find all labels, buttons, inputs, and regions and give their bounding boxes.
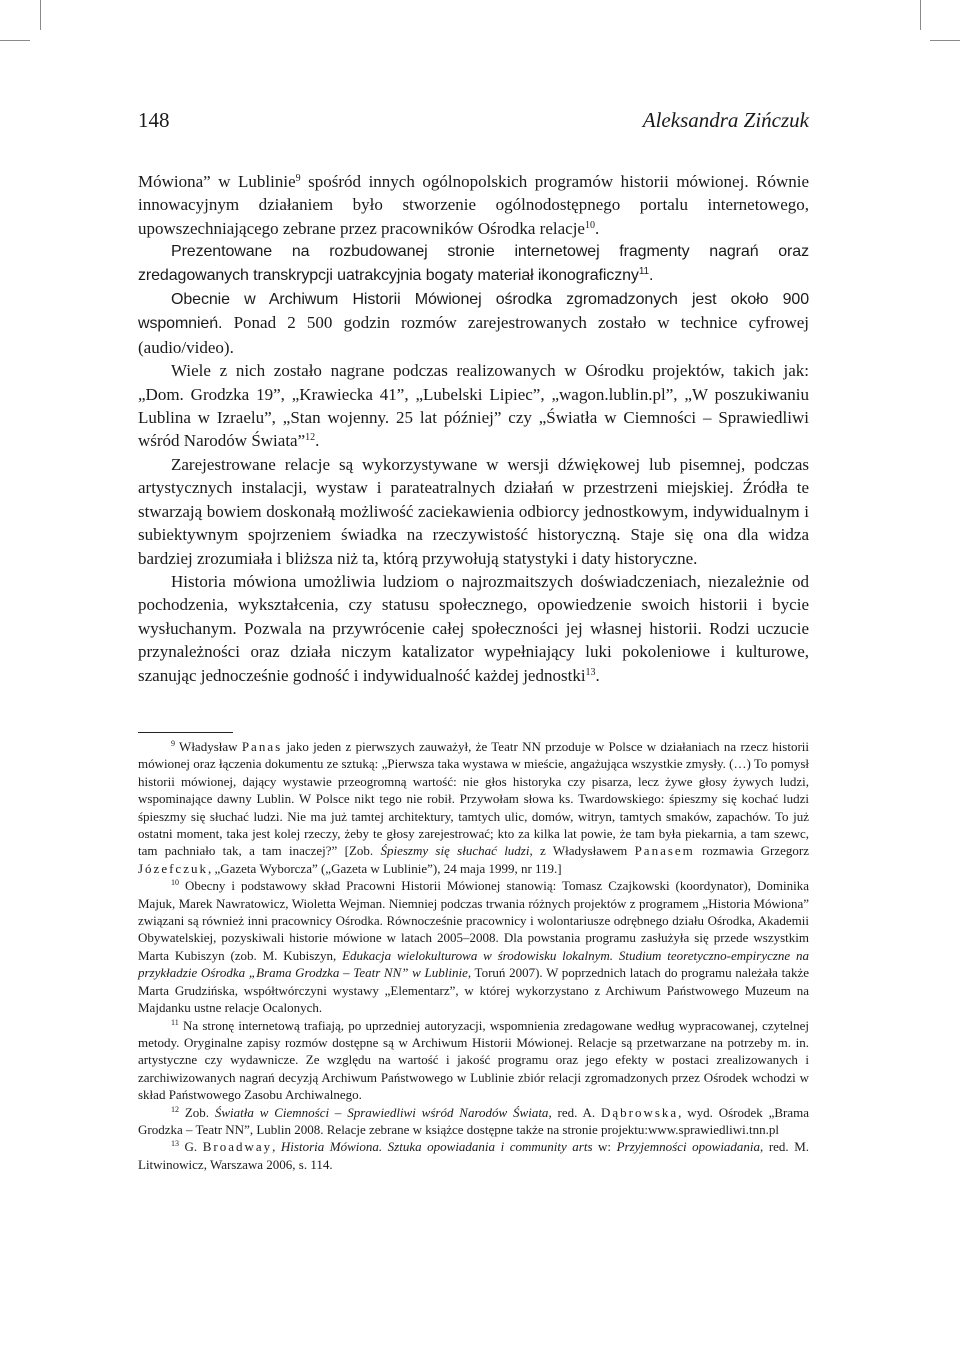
text: Obecny i podstawowy skład Pracowni Historii Mówionej stanowią: Tomasz Czajkowski (koordynator), Dominika Majuk, Marek Nawratowicz, Wioletta Wejman. Niemniej podczas trwania różnych projektów z programem „Historia Mówiona” związani są również inni pracownicy Ośrodka. Równocześnie pracownicy i wolontariusze odrębnego działu Ośrodka, Akademii Obywatelskiej, pozyskiwali historie mówione w latach 2005–2008. Dla powstania programu zasłużyła się przede wszystkim Marta Kubiszyn (zob. M. Kubiszyn,	[138, 878, 809, 963]
text: Mówiona” w Lublinie	[138, 172, 296, 191]
text: Ponad 2 500 godzin rozmów zarejestrowanych zostało w technice cyfrowej (audio/video).	[138, 313, 809, 357]
text: w:	[592, 1139, 617, 1155]
footnote-ref[interactable]: 9	[295, 173, 301, 184]
citation-title: Historia Mówiona. Sztuka opowiadania i community arts	[280, 1139, 593, 1155]
text: Wiele z nich zostało nagrane podczas realizowanych w Ośrodku projektów, takich jak: „Dom. Grodzka 19”, „Krawiecka 41”, „Lubelski Lipiec”, „wagon.lublin.pl”, „W poszukiwaniu Lublina w Izraelu”, „Stan wojenny.	[138, 361, 809, 428]
text: , red. M. Litwinowicz, Warszawa 2006, s. 114.	[138, 1139, 810, 1172]
footnote-ref[interactable]: 12	[305, 432, 316, 444]
author-name: Dąbrowska	[600, 1104, 679, 1120]
citation-title: Edukacja wielokulturowa w środowisku lokalnym. Studium teoretyczno-empiryczne na przykładzie Ośrodka „Brama Grodzka – Teatr NN” w Lublinie	[138, 947, 809, 981]
text: Prezentowane na rozbudowanej stronie internetowej fragmenty nagrań oraz zredagowanych transkrypcji uatrakcyjnia bogaty materiał ikonograficzny	[138, 243, 809, 284]
text: , „Gazeta Wyborcza” („Gazeta w Lublinie”), 24 maja 1999, nr 119.]	[207, 860, 562, 876]
paragraph: Zarejestrowane relacje są wykorzystywane w wersji dźwiękowej lub pisemnej, podczas artystycznych instalacji, wystaw i parateatralnych działań w przestrzeni miejskiej. Źródła te stwarzają bowiem doskonałą możliwość zaciekawienia odbiorcy jednostkowym, indywidualnym i subiektywnym spojrzeniem świadka na rzeczywistość historyczną. Staje się ona dla widza bardziej zrozumiała i bliższa niż ta, którą przywołują statystyki i daty historyczne.	[138, 454, 809, 568]
author-name: Broadway	[202, 1139, 273, 1155]
citation-title: Światła w Ciemności – Sprawiedliwi wśród Narodów Świata	[214, 1104, 549, 1120]
text: .	[649, 266, 654, 284]
footnote-9	[138, 738, 809, 877]
text: , red. A.	[548, 1104, 601, 1120]
paragraph	[138, 170, 809, 240]
paragraph	[138, 287, 809, 359]
footnotes	[138, 738, 809, 1173]
crop-mark	[0, 40, 30, 41]
text: Obecnie w Archiwum Historii Mówionej ośrodka zgromadzonych jest około 900 wspomnień.	[138, 291, 809, 333]
text: G.	[179, 1139, 203, 1155]
paragraph	[138, 570, 809, 687]
footnote-number: 12	[171, 1104, 179, 1114]
footnote-ref[interactable]: 11	[638, 265, 649, 277]
footnote-number: 9	[171, 739, 175, 748]
footnote-ref[interactable]: 10	[584, 219, 595, 231]
text: Zob.	[179, 1104, 215, 1120]
paragraph	[138, 359, 809, 453]
running-head: Aleksandra Zińczuk	[642, 108, 809, 132]
text: .	[315, 431, 320, 451]
footnote-ref[interactable]: 13	[585, 666, 596, 678]
footnote-10	[138, 877, 809, 1016]
author-name: Panas	[241, 739, 283, 754]
text: , wyd. Ośrodek „Brama Grodzka – Teatr NN”, Lublin 2008. Relacje zebrane w książce dostępne także na stronie projektu:www.sprawiedliwi.tnn.pl	[138, 1104, 810, 1137]
text: .	[595, 665, 600, 685]
footnote-number: 10	[171, 878, 179, 888]
citation-title: Śpieszmy się słuchać ludzi	[380, 843, 530, 859]
text: , z Władysławem	[529, 843, 635, 859]
footnote-number: 13	[171, 1139, 179, 1149]
main-text	[138, 170, 809, 687]
text: Władysław	[175, 739, 242, 754]
crop-mark	[40, 0, 41, 30]
footnote-number: 11	[171, 1017, 179, 1027]
crop-mark	[930, 40, 960, 41]
author-name: Panasem	[634, 843, 695, 859]
footnote-separator	[138, 732, 233, 733]
page-number: 148	[138, 108, 170, 132]
footnote-11	[138, 1017, 809, 1104]
crop-mark	[920, 0, 921, 30]
footnote-12	[138, 1104, 809, 1139]
text: ,	[272, 1139, 281, 1155]
page-header	[138, 108, 809, 133]
footnote-13	[138, 1138, 809, 1173]
paragraph	[138, 240, 809, 287]
text: rozmawia Grzegorz	[694, 843, 810, 859]
text: Historia mówiona umożliwia ludziom o najrozmaitszych doświadczeniach, niezależnie od pochodzenia, wykształcenia, czy statusu społecznego, opowiedzenie swoich historii i bycie wysłuchanym. Pozwala na przywrócenie całej społeczności jej własnej historii. Rodzi uczucie przynależności oraz działa niczym katalizator wypełniający luki pokoleniowe i kulturowe, szanując jednocześnie godność i indywidualność każdej jednostki	[138, 571, 809, 685]
text: Na stronę internetową trafiają, po uprzedniej autoryzacji, wspomnienia zredagowane według wypracowanej, czytelnej metody. Oryginalne zapisy rozmów dostępne są w Archiwum Historii Mówionej. Relacje są przetwarzane na potrzeby m. in. artystyczne czy wydawnicze. Ze względu na wartość i jakość programu oraz jego efekty w postaci zrealizowanych i zarchiwizowanych nagrań decyzją Archiwum Państwowego w Lublinie zbiór relacji zgromadzonych przez Ośrodek wchodzi w skład Państwowego Zasobu Archiwalnego.	[138, 1017, 809, 1103]
text: .	[594, 218, 600, 238]
citation-title: Przyjemności opowiadania	[616, 1139, 761, 1155]
author-name: Józefczuk	[138, 860, 208, 876]
text: spośród innych ogólnopolskich programów historii mówionej. Równie innowacyjnym działaniem było stworzenie ogólnodostępnego portalu internetowego, upowszechniającego zebrane przez pracowników Ośrodka relacje	[138, 172, 809, 238]
text: 25 lat później” czy „Światła w Ciemności – Sprawiedliwi wśród Narodów Świata”	[138, 408, 809, 451]
text: , Toruń 2007). W poprzednich latach do programu należała także Marta Grudzińska, współtwórczyni wystawy „Elementarz”, w której wykorzystano z Archiwum Państwowego Muzeum na Majdanku ustne relacje Ocalonych.	[138, 965, 809, 1016]
text: jako jeden z pierwszych zauważył, że Teatr NN przoduje w Polsce w działaniach na rzecz historii mówionej oraz łączenia dokumentu ze sztuką: „Pierwsza taka wystawa w mieście, angażująca wszystkie zmysły. (…) To pomysł historii mówionej, dający wystawie przeogromną wartość: nie głos historyka czy pisarza, lecz żywe głosy żywych ludzi, wspominające dawny Lublin. W Polsce nikt tego nie robił. Przywołam słowa ks. Twardowskiego: śpieszmy się kochać ludzi śpieszmy się słuchać ludzi. Nie ma już tamtej architektury, tamtych ulic, domów, witryn, tamtych smaków, zapachów. To już ostatni moment, taka jest kolej rzeczy, żeby te głosy zarejestrować; kto za kilka lat powie, że tam była piekarnia, a tam szewc, tam pachniało tak, a tam inaczej?” [Zob.	[138, 739, 809, 859]
